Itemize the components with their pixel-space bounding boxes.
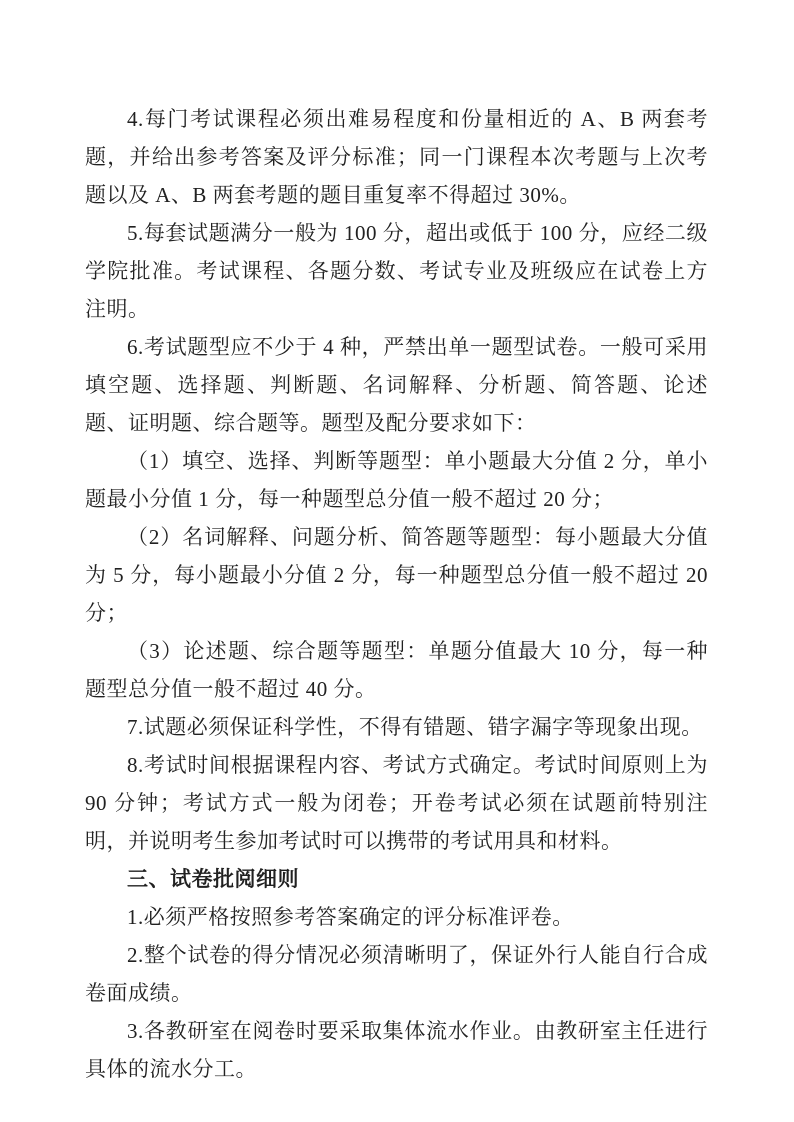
paragraph-exam-8: 8.考试时间根据课程内容、考试方式确定。考试时间原则上为 90 分钟；考试方式一般为闭卷；开卷考试必须在试题前特别注明，并说明考生参加考试时可以携带的考试用具和材料。 [85, 753, 708, 853]
document-content [85, 100, 708, 1088]
paragraph-subitem-1: （1）填空、选择、判断等题型：单小题最大分值 2 分，单小题最小分值 1 分，每一种题型总分值一般不超过 20 分； [85, 449, 708, 511]
paragraph-grading-3: 3.各教研室在阅卷时要采取集体流水作业。由教研室主任进行具体的流水分工。 [85, 1019, 708, 1081]
paragraph-exam-4: 4.每门考试课程必须出难易程度和份量相近的 A、B 两套考题，并给出参考答案及评分标准；同一门课程本次考题与上次考题以及 A、B 两套考题的题目重复率不得超过 30%。 [85, 107, 708, 207]
paragraph-grading-1: 1.必须严格按照参考答案确定的评分标准评卷。 [127, 905, 574, 929]
paragraph-exam-6: 6.考试题型应不少于 4 种，严禁出单一题型试卷。一般可采用填空题、选择题、判断题、名词解释、分析题、简答题、论述题、证明题、综合题等。题型及配分要求如下： [85, 335, 708, 435]
paragraph-subitem-3: （3）论述题、综合题等题型：单题分值最大 10 分，每一种题型总分值一般不超过 40 分。 [85, 639, 708, 701]
section-heading-grading: 三、试卷批阅细则 [127, 867, 299, 891]
paragraph-grading-2: 2.整个试卷的得分情况必须清晰明了，保证外行人能自行合成卷面成绩。 [85, 943, 708, 1005]
paragraph-subitem-2: （2）名词解释、问题分析、简答题等题型：每小题最大分值为 5 分，每小题最小分值 2 分，每一种题型总分值一般不超过 20 分； [85, 525, 708, 625]
paragraph-exam-5: 5.每套试题满分一般为 100 分，超出或低于 100 分，应经二级学院批准。考试课程、各题分数、考试专业及班级应在试卷上方注明。 [85, 221, 708, 321]
paragraph-exam-7: 7.试题必须保证科学性，不得有错题、错字漏字等现象出现。 [127, 715, 703, 739]
